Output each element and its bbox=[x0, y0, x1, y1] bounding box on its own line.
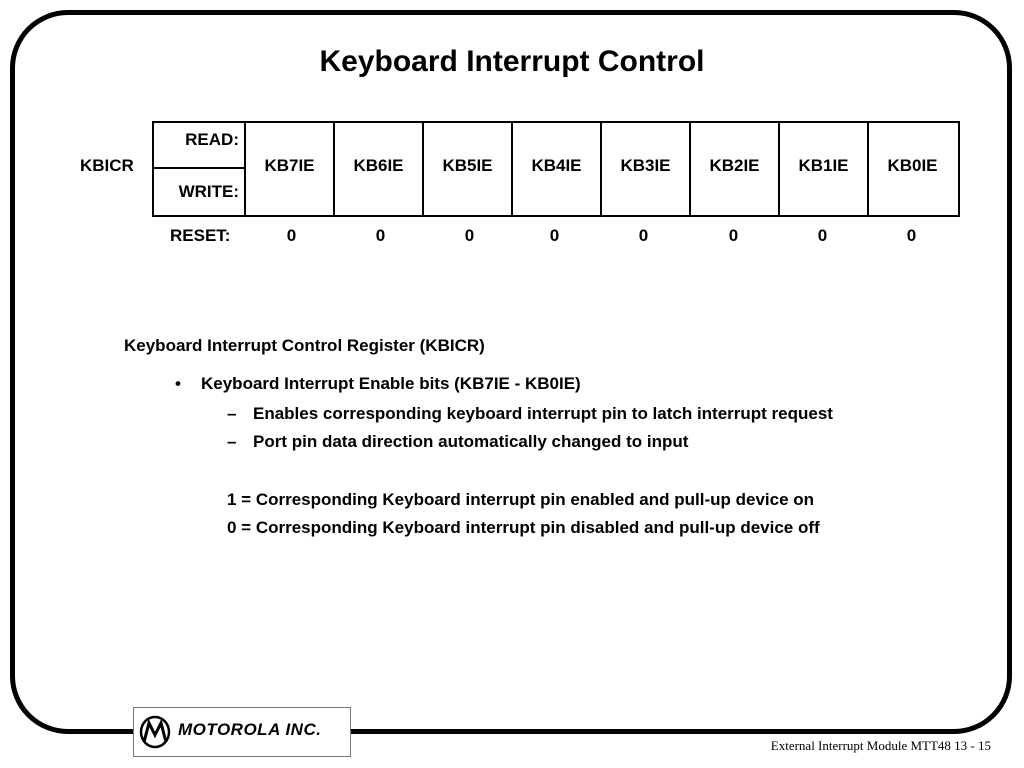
reset-value-kb7ie: 0 bbox=[286, 226, 297, 245]
bit-kb1ie: KB1IE bbox=[778, 123, 867, 215]
write-label: WRITE: bbox=[178, 182, 239, 201]
slide-title: Keyboard Interrupt Control bbox=[319, 45, 705, 78]
dash-marker: – bbox=[227, 432, 237, 451]
slide-footer: External Interrupt Module MTT48 13 - 15 bbox=[770, 738, 991, 753]
motorola-batwing-icon bbox=[138, 715, 172, 749]
reset-value-kb1ie: 0 bbox=[817, 226, 828, 245]
value-description-1: 1 = Corresponding Keyboard interrupt pin enabled and pull-up device on bbox=[227, 490, 815, 509]
bit-kb5ie: KB5IE bbox=[422, 123, 511, 215]
bullet-marker: • bbox=[175, 374, 181, 393]
reset-label: RESET: bbox=[170, 226, 231, 245]
read-label: READ: bbox=[154, 123, 244, 169]
bit-kb7ie: KB7IE bbox=[244, 123, 333, 215]
bullet-text: Keyboard Interrupt Enable bits (KB7IE - KB0IE) bbox=[201, 374, 581, 393]
motorola-logo bbox=[133, 707, 351, 757]
value-description-0: 0 = Corresponding Keyboard interrupt pin disabled and pull-up device off bbox=[227, 518, 820, 537]
bit-kb4ie: KB4IE bbox=[511, 123, 600, 215]
sub-item: Port pin data direction automatically changed to input bbox=[253, 432, 689, 451]
register-name: KBICR bbox=[80, 156, 134, 175]
bit-kb3ie: KB3IE bbox=[600, 123, 689, 215]
slide-frame bbox=[10, 10, 1012, 734]
dash-marker: – bbox=[227, 404, 237, 423]
reset-value-kb0ie: 0 bbox=[906, 226, 917, 245]
reset-value-kb5ie: 0 bbox=[464, 226, 475, 245]
reset-value-kb6ie: 0 bbox=[375, 226, 386, 245]
description-heading: Keyboard Interrupt Control Register (KBICR) bbox=[124, 336, 485, 355]
sub-item: Enables corresponding keyboard interrupt pin to latch interrupt request bbox=[253, 404, 833, 423]
reset-value-kb3ie: 0 bbox=[638, 226, 649, 245]
bit-kb0ie: KB0IE bbox=[867, 123, 956, 215]
logo-text: MOTOROLA INC. bbox=[178, 720, 322, 739]
reset-value-kb2ie: 0 bbox=[728, 226, 739, 245]
register-diagram bbox=[152, 121, 960, 217]
bit-kb2ie: KB2IE bbox=[689, 123, 778, 215]
reset-value-kb4ie: 0 bbox=[549, 226, 560, 245]
bit-kb6ie: KB6IE bbox=[333, 123, 422, 215]
